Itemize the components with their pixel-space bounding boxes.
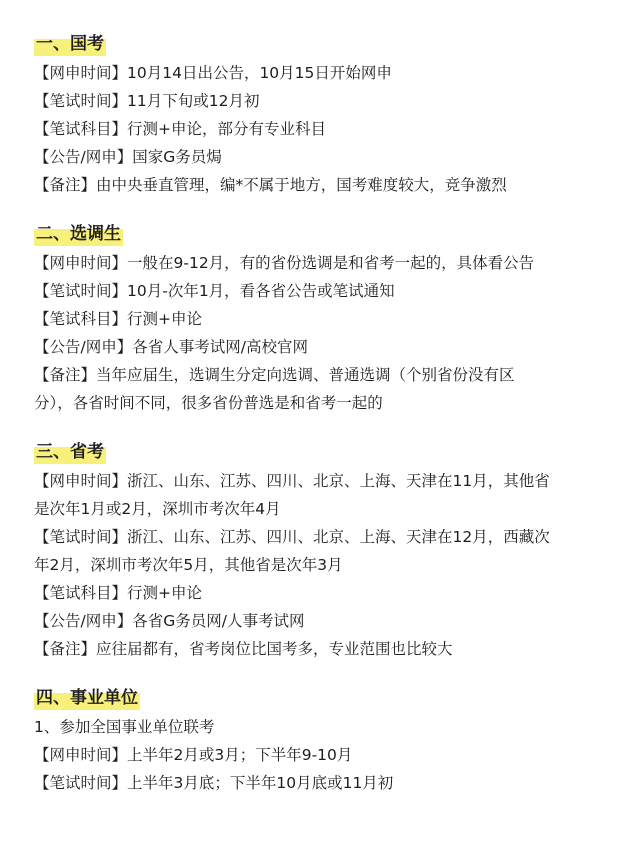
text-line: 【笔试科目】行测+申论，部分有专业科目 (34, 120, 326, 138)
text-line: 【笔试时间】浙江、山东、江苏、四川、北京、上海、天津在12月，西藏次 (34, 528, 550, 546)
section-heading: 四、事业单位 (34, 684, 140, 712)
text-line: 年2月，深圳市考次年5月，其他省是次年3月 (34, 556, 343, 574)
text-line: 【笔试科目】行测+申论 (34, 310, 202, 328)
text-line: 分），各省时间不同，很多省份普选是和省考一起的 (34, 394, 383, 412)
section-heading: 三、省考 (34, 438, 106, 466)
text-line: 【网申时间】浙江、山东、江苏、四川、北京、上海、天津在11月，其他省 (34, 472, 550, 490)
text-line: 【网申时间】一般在9-12月，有的省份选调是和省考一起的，具体看公告 (34, 254, 535, 272)
text-line: 【公告/网申】各省G务员网/人事考试网 (34, 612, 305, 630)
section-heading: 二、选调生 (34, 220, 123, 248)
text-line: 【笔试时间】上半年3月底；下半年10月底或11月初 (34, 774, 394, 792)
section-shengkao (34, 438, 640, 663)
text-line: 【备注】当年应届生，选调生分定向选调、普通选调（个别省份没有区 (34, 366, 515, 384)
text-line: 【笔试科目】行测+申论 (34, 584, 202, 602)
text-line: 【网申时间】10月14日出公告，10月15日开始网申 (34, 64, 392, 82)
section-xuandiaosheng (34, 220, 640, 417)
section-heading: 一、国考 (34, 30, 106, 58)
text-line: 【公告/网申】各省人事考试网/高校官网 (34, 338, 308, 356)
text-line: 【备注】由中央垂直管理，编*不属于地方，国考难度较大，竞争激烈 (34, 176, 507, 194)
text-line: 【备注】应往届都有，省考岗位比国考多，专业范围也比较大 (34, 640, 453, 658)
text-line: 1、参加全国事业单位联考 (34, 718, 215, 736)
text-line: 【网申时间】上半年2月或3月；下半年9-10月 (34, 746, 353, 764)
text-line: 【公告/网申】国家G务员焗 (34, 148, 222, 166)
text-line: 【笔试时间】11月下旬或12月初 (34, 92, 260, 110)
text-line: 是次年1月或2月，深圳市考次年4月 (34, 500, 281, 518)
text-line: 【笔试时间】10月-次年1月，看各省公告或笔试通知 (34, 282, 395, 300)
section-shiyedanwei (34, 684, 640, 797)
section-guokao (34, 30, 640, 199)
